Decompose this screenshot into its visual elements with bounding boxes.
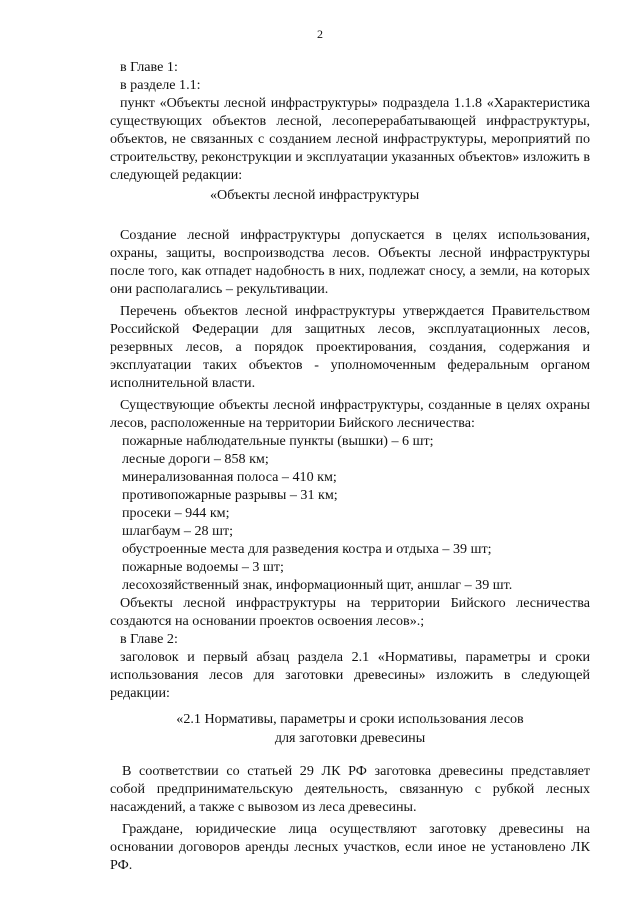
heading-2-1-line2: для заготовки древесины [274,730,426,746]
chapter2-line: в Главе 2: [120,631,178,647]
paragraph-6: Граждане, юридические лица осуществляют заготовку древесины на основании договоров аренды лесных участков, если иное не установлено ЛК РФ. [110,821,590,873]
list-item: лесные дороги – 858 км; [122,451,269,467]
page-number: 2 [317,27,323,41]
infrastructure-list [110,432,590,594]
list-item: просеки – 944 км; [122,505,230,521]
list-item: пожарные наблюдательные пункты (вышки) – 6 шт; [122,433,434,449]
list-item: минерализованная полоса – 410 км; [122,469,337,485]
item-intro: пункт «Объекты лесной инфраструктуры» подраздела 1.1.8 «Характеристика существующих объектов лесной, лесоперерабатывающей инфраструктуры, объектов, не связанных с созданием лесной инфраструктуры, мероприятий по строительству, реконструкции и эксплуатации указанных объектов» изложить в следующей редакции: [110,95,590,183]
item2-intro: заголовок и первый абзац раздела 2.1 «Нормативы, параметры и сроки использования лесов для заготовки древесины» изложить в следующей редакции: [110,649,590,701]
heading-forest-infrastructure: «Объекты лесной инфраструктуры [210,187,420,203]
heading-2-1-line1: «2.1 Нормативы, параметры и сроки использования лесов [176,711,524,727]
chapter1-line: в Главе 1: [120,59,178,75]
list-item: обустроенные места для разведения костра и отдыха – 39 шт; [122,541,492,557]
paragraph-4: Объекты лесной инфраструктуры на территории Бийского лесничества создаются на основании проектов освоения лесов».; [110,595,590,629]
list-item: пожарные водоемы – 3 шт; [122,559,284,575]
list-item: лесохозяйственный знак, информационный щит, аншлаг – 39 шт. [122,577,513,593]
document-body [110,58,590,874]
paragraph-1: Создание лесной инфраструктуры допускается в целях использования, охраны, защиты, воспроизводства лесов. Объекты лесной инфраструктуры после того, как отпадет надобность в них, подлежат сносу, а земли, на которых они располагались – рекультивации. [110,227,590,297]
list-item: противопожарные разрывы – 31 км; [122,487,338,503]
paragraph-2: Перечень объектов лесной инфраструктуры утверждается Правительством Российской Федерации для защитных лесов, эксплуатационных лесов, резервных лесов, а порядок проектирования, создания, содержания и эксплуатации таких объектов - уполномоченным федеральным органом исполнительной власти. [110,303,590,391]
paragraph-5: В соответствии со статьей 29 ЛК РФ заготовка древесины представляет собой предпринимательскую деятельность, связанную с рубкой лесных насаждений, а также с вывозом из леса древесины. [110,763,590,815]
list-item: шлагбаум – 28 шт; [122,523,234,539]
section11-line: в разделе 1.1: [120,77,201,93]
paragraph-3: Существующие объекты лесной инфраструктуры, созданные в целях охраны лесов, расположенные на территории Бийского лесничества: [110,397,590,431]
